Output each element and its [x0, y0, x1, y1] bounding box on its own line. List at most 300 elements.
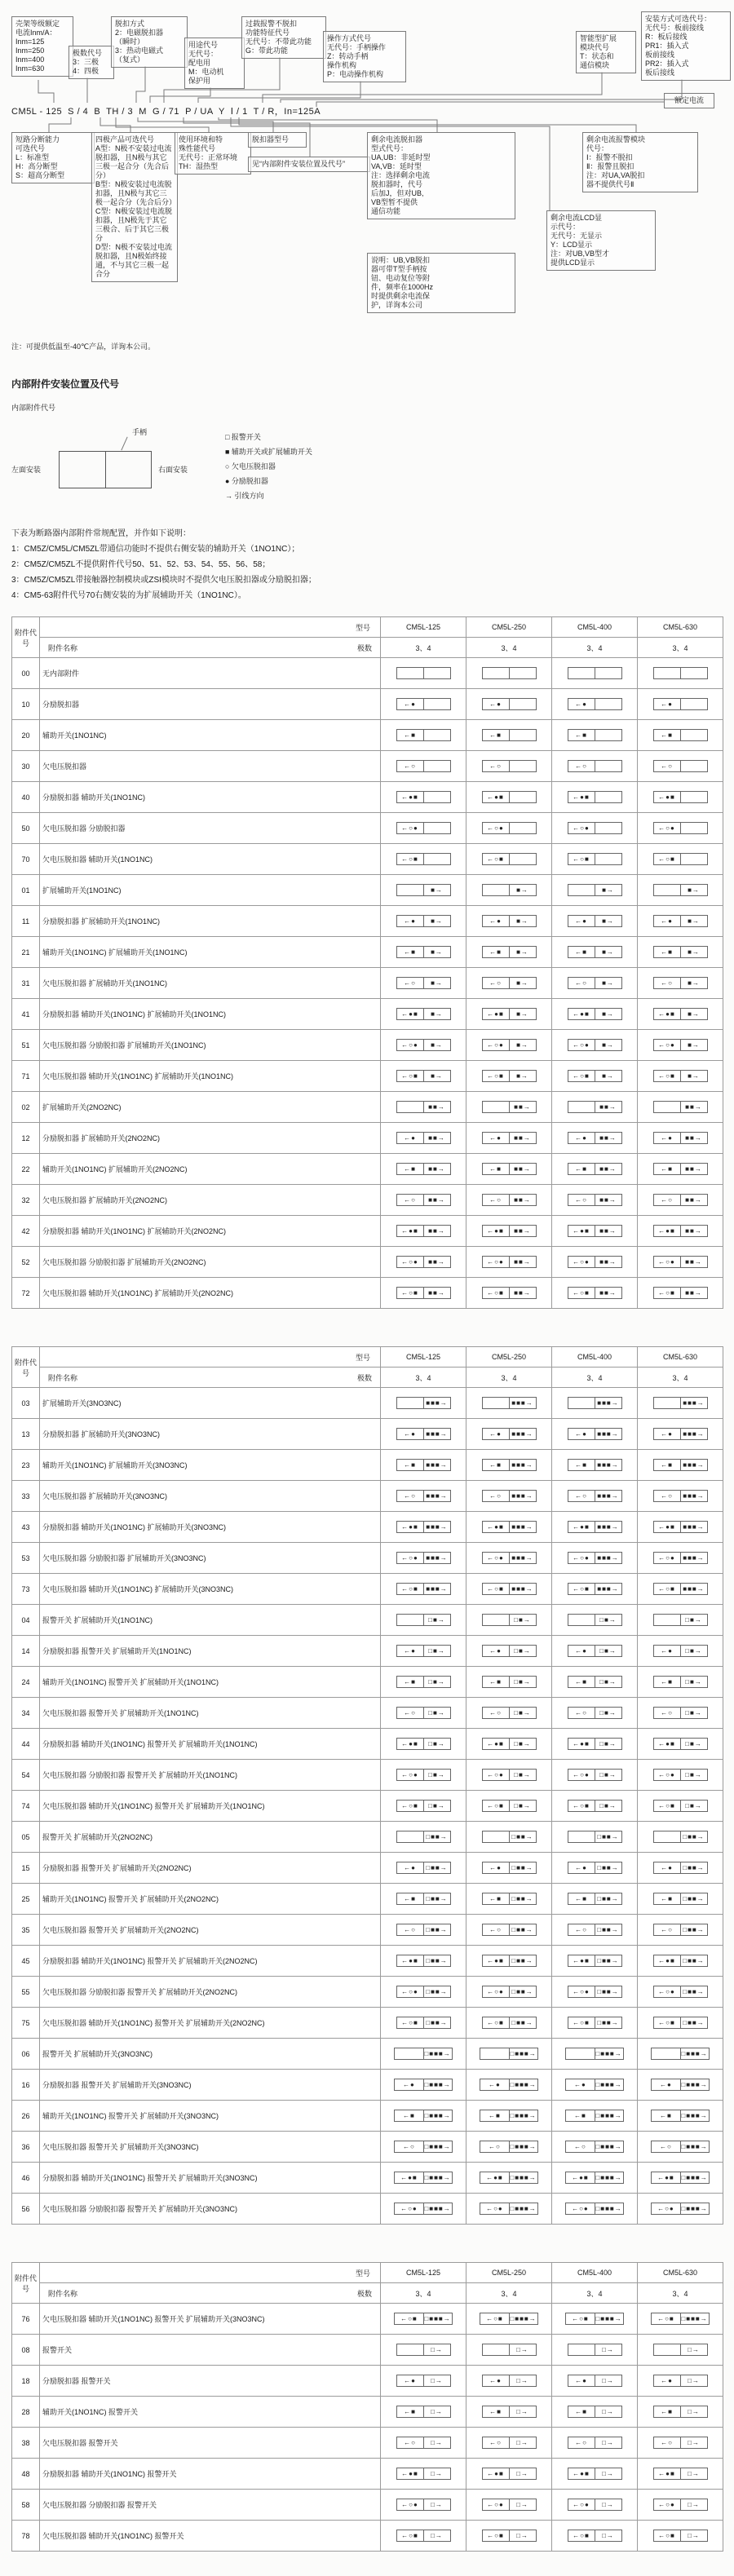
- position-diagram: ←■ ■■■→: [482, 1459, 537, 1471]
- accessory-row: [12, 2101, 723, 2132]
- accessory-name: 欠电压脱扣器 扩展辅助开关(1NO1NC): [40, 968, 381, 999]
- position-diagram: ←● □■■→: [482, 1862, 537, 1874]
- position-diagram: ←○● □■■■→: [651, 2203, 709, 2215]
- position-diagram-cell: [552, 1123, 638, 1154]
- position-diagram-cell: [466, 1512, 552, 1543]
- position-diagram-cell: [381, 1760, 466, 1791]
- operation-mode-box: [323, 31, 406, 82]
- model-row-label: 型号: [40, 1347, 381, 1368]
- four-pole-type-line: C型：N极安装过电流脱扣器，且N极先于其它三极合、后于其它三极分: [95, 207, 172, 242]
- accessory-name: 分励脱扣器 扩展辅助开关(1NO1NC): [40, 906, 381, 937]
- accessory-code: 28: [12, 2397, 40, 2428]
- four-pole-type-box: [91, 132, 178, 282]
- handle-pointer-line: [121, 437, 127, 451]
- position-diagram-cell: [552, 813, 638, 844]
- position-diagram-cell: [552, 2397, 638, 2428]
- lcd-display-line: 剩余电流LCD显: [550, 214, 603, 222]
- accessory-code: 20: [12, 720, 40, 751]
- position-diagram-cell: [552, 1030, 638, 1061]
- accessory-row: [12, 937, 723, 968]
- accessory-row: [12, 1278, 723, 1309]
- position-diagram: ←○■ ■→: [568, 1070, 622, 1082]
- accessory-name: 欠电压脱扣器 辅助开关(1NO1NC) 报警开关 扩展辅助开关(1NO1NC): [40, 1791, 381, 1822]
- position-diagram: ←● □■■■→: [565, 2079, 623, 2091]
- position-diagram-cell: [638, 875, 723, 906]
- name-column-label: 附件名称: [48, 2289, 78, 2298]
- accessory-row: [12, 2163, 723, 2194]
- position-diagram: □→: [568, 2344, 622, 2356]
- position-diagram: ←○■ □■■→: [396, 2017, 451, 2029]
- position-diagram-cell: [466, 2101, 552, 2132]
- position-diagram: ←○ □■■■→: [480, 2141, 537, 2153]
- position-diagram-cell: [466, 1915, 552, 1946]
- position-diagram-cell: [381, 1185, 466, 1216]
- alarm-module-line: 代号：: [586, 144, 609, 152]
- position-diagram-cell: [381, 906, 466, 937]
- position-diagram: ←● □→: [653, 2375, 708, 2387]
- accessory-row: [12, 782, 723, 813]
- position-diagram: ←■: [482, 729, 537, 741]
- position-diagram: ←○● □■■■→: [394, 2203, 452, 2215]
- position-diagram-cell: [466, 813, 552, 844]
- pole-row-label: 极数: [356, 643, 372, 652]
- residual-type-line: 脱扣器时，代号: [371, 180, 423, 188]
- position-diagram-cell: [381, 1543, 466, 1574]
- position-diagram-cell: [552, 1216, 638, 1247]
- see-internal-accessory-box: [248, 157, 370, 172]
- position-diagram-cell: [552, 1185, 638, 1216]
- accessory-row: [12, 1216, 723, 1247]
- accessory-code: 51: [12, 1030, 40, 1061]
- poles-value: 3、4: [638, 638, 723, 658]
- position-diagram: ←○■ ■→: [482, 1070, 537, 1082]
- position-diagram-cell: [381, 2070, 466, 2101]
- position-diagram-cell: [381, 2132, 466, 2163]
- position-diagram: ←○ ■→: [482, 977, 537, 989]
- position-diagram-cell: [638, 1791, 723, 1822]
- position-diagram-cell: [638, 1419, 723, 1450]
- frame-current-line: 壳架等级额定: [15, 20, 60, 28]
- accessory-name: 分励脱扣器 辅助开关(1NO1NC) 报警开关 扩展辅助开关(3NO3NC): [40, 2163, 381, 2194]
- position-diagram-cell: [381, 968, 466, 999]
- position-diagram: ■■→: [396, 1101, 451, 1113]
- position-diagram-cell: [552, 1061, 638, 1092]
- position-diagram-cell: [552, 720, 638, 751]
- position-diagram: ←● □■→: [568, 1645, 622, 1657]
- operation-mode-line: Z：转动手柄: [327, 52, 369, 60]
- position-diagram-cell: [552, 1481, 638, 1512]
- alarm-module-line: Ⅰ：报警不脱扣: [586, 153, 633, 161]
- accessory-row: [12, 1977, 723, 2008]
- smart-module-line: 通信模块: [580, 61, 610, 69]
- position-diagram: ←○■ ■→: [653, 1070, 708, 1082]
- accessory-code: 42: [12, 1216, 40, 1247]
- position-diagram: ←○● □■■→: [568, 1986, 622, 1998]
- position-diagram: □■■→: [568, 1831, 622, 1843]
- model-column-header: CM5L-400: [552, 617, 638, 638]
- position-diagram-cell: [466, 2132, 552, 2163]
- accessory-name: 欠电压脱扣器 分励脱扣器 报警开关: [40, 2490, 381, 2521]
- position-diagram-cell: [638, 1154, 723, 1185]
- name-column-label: 附件名称: [48, 1373, 78, 1382]
- accessory-name: 欠电压脱扣器 辅助开关(1NO1NC) 报警开关: [40, 2521, 381, 2552]
- position-diagram-cell: [552, 2428, 638, 2459]
- position-diagram-cell: [552, 999, 638, 1030]
- position-diagram-cell: [466, 1123, 552, 1154]
- position-diagram: [396, 667, 451, 679]
- position-diagram-cell: [552, 2101, 638, 2132]
- position-diagram-cell: [466, 2039, 552, 2070]
- position-diagram: ←○ ■■■→: [482, 1490, 537, 1502]
- position-diagram-cell: [552, 1450, 638, 1481]
- position-diagram-cell: [466, 1605, 552, 1636]
- position-diagram-cell: [552, 2366, 638, 2397]
- accessory-code: 01: [12, 875, 40, 906]
- position-diagram-cell: [381, 1481, 466, 1512]
- position-diagram: ←●■ □■→: [396, 1738, 451, 1750]
- accessory-name: 分励脱扣器 扩展辅助开关(2NO2NC): [40, 1123, 381, 1154]
- position-diagram-cell: [381, 1946, 466, 1977]
- accessory-code: 36: [12, 2132, 40, 2163]
- position-diagram-cell: [552, 689, 638, 720]
- accessory-row: [12, 1884, 723, 1915]
- position-diagram-cell: [466, 844, 552, 875]
- position-diagram: ←○ □■→: [568, 1707, 622, 1719]
- accessory-row: [12, 2490, 723, 2521]
- lcd-display-line: Y：LCD显示: [550, 241, 593, 249]
- position-diagram-cell: [638, 1915, 723, 1946]
- position-diagram: ←● ■■→: [568, 1132, 622, 1144]
- position-diagram: ←○● ■■→: [482, 1256, 537, 1268]
- position-diagram: ←●■ □■■■→: [480, 2172, 537, 2184]
- accessory-name: 分励脱扣器 报警开关 扩展辅助开关(3NO3NC): [40, 2070, 381, 2101]
- residual-current-note-box: [367, 253, 515, 313]
- position-diagram-cell: [466, 1760, 552, 1791]
- smart-module-line: 模块代号: [580, 43, 610, 51]
- accessory-name: 分励脱扣器 辅助开关(1NO1NC) 扩展辅助开关(3NO3NC): [40, 1512, 381, 1543]
- frame-current-box: [11, 16, 73, 77]
- position-diagram: ←○●: [482, 822, 537, 834]
- accessory-name: 分励脱扣器 报警开关: [40, 2366, 381, 2397]
- alarm-module-line: Ⅱ：报警且脱扣: [586, 162, 635, 170]
- residual-note-line: 说明：UB,VB脱扣: [371, 256, 431, 264]
- accessory-row: [12, 1822, 723, 1853]
- position-diagram-cell: [466, 2366, 552, 2397]
- position-diagram: ←●: [568, 698, 622, 710]
- position-diagram: ←■ □■→: [653, 1676, 708, 1688]
- position-diagram-cell: [381, 1450, 466, 1481]
- accessory-table-3: [11, 2262, 723, 2552]
- position-diagram: ←○● ■■→: [396, 1256, 451, 1268]
- position-diagram: ←○●: [568, 822, 622, 834]
- position-diagram: ←■: [653, 729, 708, 741]
- position-diagram: ←●■ ■■→: [396, 1225, 451, 1237]
- model-column-header: CM5L-250: [466, 2263, 552, 2283]
- position-diagram-cell: [552, 2039, 638, 2070]
- accessory-code: 10: [12, 689, 40, 720]
- position-diagram-cell: [466, 658, 552, 689]
- accessory-row: [12, 1481, 723, 1512]
- position-diagram: ←■ ■■→: [396, 1163, 451, 1175]
- accessory-name: 辅助开关(1NO1NC) 扩展辅助开关(1NO1NC): [40, 937, 381, 968]
- accessory-name: 欠电压脱扣器 报警开关 扩展辅助开关(1NO1NC): [40, 1698, 381, 1729]
- position-diagram-cell: [381, 2366, 466, 2397]
- position-diagram: ←○■ ■■→: [396, 1287, 451, 1299]
- name-column-label: 附件名称: [48, 643, 78, 652]
- position-diagram-cell: [466, 1061, 552, 1092]
- frame-current-line: Inm=250: [15, 46, 45, 55]
- accessory-code: 11: [12, 906, 40, 937]
- poles-value: 3、4: [638, 2283, 723, 2304]
- note-line: 1：CM5Z/CM5L/CM5ZL带通信功能时不提供右侧安装的辅助开关（1NO1NC）；: [11, 545, 300, 554]
- overload-alarm-line: G：带此功能: [245, 46, 289, 55]
- position-diagram-cell: [466, 1216, 552, 1247]
- environment-line: 无代号：正常环境: [179, 153, 238, 161]
- position-diagram-cell: [638, 751, 723, 782]
- residual-note-line: 钮、电动复位等附: [371, 274, 431, 282]
- position-diagram: ←○ □■■■→: [394, 2141, 452, 2153]
- pole-number-line: 4：四极: [73, 67, 99, 75]
- model-column-header: CM5L-250: [466, 1347, 552, 1368]
- accessory-row: [12, 1574, 723, 1605]
- position-diagram: ←● □■■→: [396, 1862, 451, 1874]
- breaking-capacity-line: L：标准型: [15, 153, 50, 161]
- model-row-label: 型号: [40, 2263, 381, 2283]
- position-diagram-cell: [381, 1791, 466, 1822]
- mounting-option-line: 安装方式可选代号：: [645, 15, 712, 23]
- position-diagram-cell: [638, 1512, 723, 1543]
- position-diagram-cell: [466, 999, 552, 1030]
- position-diagram-cell: [638, 1543, 723, 1574]
- legend-item: → 引线方向: [225, 492, 264, 500]
- position-diagram: ■■■→: [482, 1397, 537, 1409]
- accessory-table-1: [11, 616, 723, 1309]
- position-diagram-cell: [381, 1030, 466, 1061]
- accessory-code: 34: [12, 1698, 40, 1729]
- position-diagram: ←○ ■→: [653, 977, 708, 989]
- position-diagram-cell: [381, 1216, 466, 1247]
- position-diagram: □■■■→: [565, 2048, 623, 2060]
- application-line: M：电动机: [188, 68, 224, 76]
- position-diagram: ←○ □→: [653, 2437, 708, 2449]
- position-diagram-cell: [638, 1450, 723, 1481]
- position-diagram: ←○ □■■→: [482, 1924, 537, 1936]
- accessory-name: 辅助开关(1NO1NC) 报警开关: [40, 2397, 381, 2428]
- position-diagram: ←○ ■■→: [653, 1194, 708, 1206]
- accessory-code: 00: [12, 658, 40, 689]
- position-diagram-cell: [381, 1605, 466, 1636]
- accessory-code: 53: [12, 1543, 40, 1574]
- position-diagram-cell: [638, 1698, 723, 1729]
- accessory-row: [12, 968, 723, 999]
- lcd-display-line: 提供LCD显示: [550, 258, 595, 267]
- position-diagram: ←●■ ■■■→: [396, 1521, 451, 1533]
- position-diagram: ←■ □→: [396, 2406, 451, 2418]
- accessory-code: 40: [12, 782, 40, 813]
- position-diagram-cell: [638, 844, 723, 875]
- position-diagram-cell: [638, 1729, 723, 1760]
- position-diagram-cell: [552, 1278, 638, 1309]
- position-diagram-cell: [638, 2459, 723, 2490]
- position-diagram-cell: [638, 2039, 723, 2070]
- accessory-code: 08: [12, 2335, 40, 2366]
- position-diagram: ←○● □■→: [396, 1769, 451, 1781]
- accessory-row: [12, 2459, 723, 2490]
- position-diagram: ←● □■■→: [653, 1862, 708, 1874]
- accessory-name: 分励脱扣器 辅助开关(1NO1NC) 报警开关 扩展辅助开关(1NO1NC): [40, 1729, 381, 1760]
- note-line: 4：CM5-63附件代号70右侧安装的为扩展辅助开关（1NO1NC）。: [11, 591, 246, 600]
- position-diagram-cell: [466, 1092, 552, 1123]
- position-diagram-cell: [552, 875, 638, 906]
- position-diagram-cell: [466, 2163, 552, 2194]
- accessory-code: 71: [12, 1061, 40, 1092]
- position-diagram-area: [11, 399, 723, 523]
- accessory-row: [12, 906, 723, 937]
- position-diagram: ←○■ ■■■→: [396, 1583, 451, 1595]
- position-diagram-cell: [381, 1092, 466, 1123]
- position-diagram: ←● □■→: [653, 1645, 708, 1657]
- position-diagram-cell: [466, 1543, 552, 1574]
- position-diagram-cell: [638, 1185, 723, 1216]
- rated-current-box: 额定电流: [664, 93, 714, 108]
- position-diagram: ←○ □→: [396, 2437, 451, 2449]
- four-pole-type-line: D型：N极不安装过电流脱扣器，且N极始终接通，不与其它三极一起合分: [95, 243, 172, 278]
- accessory-name: 欠电压脱扣器 分励脱扣器 报警开关 扩展辅助开关(2NO2NC): [40, 1977, 381, 2008]
- lcd-display-line: 无代号：无显示: [550, 232, 603, 240]
- position-diagram: ←● ■→: [482, 915, 537, 927]
- four-pole-type-line: B型：N极安装过电流脱扣器，且N极与其它三极一起合分（先合后分）: [95, 180, 177, 206]
- position-diagram-cell: [466, 2070, 552, 2101]
- accessory-row: [12, 2366, 723, 2397]
- right-install-label: 右面安装: [158, 466, 188, 474]
- residual-type-line: VA,VB：延时型: [371, 162, 422, 170]
- accessory-name: 欠电压脱扣器 分励脱扣器 扩展辅助开关(3NO3NC): [40, 1543, 381, 1574]
- position-diagram-cell: [381, 1574, 466, 1605]
- accessory-row: [12, 1636, 723, 1667]
- residual-current-type-box: [367, 132, 515, 219]
- pole-number-line: 极数代号: [73, 49, 103, 57]
- position-diagram-cell: [381, 1977, 466, 2008]
- accessory-name: 分励脱扣器 扩展辅助开关(3NO3NC): [40, 1419, 381, 1450]
- position-diagram: ←○■ □■→: [653, 1800, 708, 1812]
- accessory-code: 78: [12, 2521, 40, 2552]
- model-column-header: CM5L-250: [466, 617, 552, 638]
- accessory-code: 41: [12, 999, 40, 1030]
- lcd-display-line: 示代号：: [550, 223, 581, 231]
- position-diagram-cell: [381, 2397, 466, 2428]
- position-diagram: ←○: [482, 760, 537, 772]
- accessory-position-section: [11, 377, 723, 603]
- position-diagram: ←○■ ■■→: [568, 1287, 622, 1299]
- accessory-row: [12, 1760, 723, 1791]
- trip-mode-line: （复式）: [115, 55, 145, 64]
- position-diagram-cell: [552, 1946, 638, 1977]
- position-diagram: ←●■ □■→: [568, 1738, 622, 1750]
- position-diagram-cell: [552, 2304, 638, 2335]
- position-diagram: ←●: [396, 698, 451, 710]
- position-diagram: ←○■ ■■■→: [653, 1583, 708, 1595]
- trip-mode-box: [111, 16, 188, 68]
- accessory-row: [12, 875, 723, 906]
- position-diagram: ←○■ □→: [482, 2530, 537, 2542]
- right-install-zone: [105, 452, 152, 488]
- position-diagram: ←○■ □■■■→: [651, 2313, 709, 2325]
- position-diagram: ←○ ■■■→: [396, 1490, 451, 1502]
- model-code-line: [11, 104, 321, 117]
- legend-item: □ 报警开关: [225, 433, 261, 441]
- position-diagram-cell: [638, 2101, 723, 2132]
- code-column-header: 附件代号: [12, 2263, 40, 2304]
- position-diagram-cell: [466, 2335, 552, 2366]
- residual-type-line: UA,UB：非延时型: [371, 153, 431, 161]
- accessory-code: 76: [12, 2304, 40, 2335]
- position-diagram: ←■ □■→: [482, 1676, 537, 1688]
- position-diagram: ←●■: [396, 791, 451, 803]
- position-diagram: ←○● □→: [482, 2499, 537, 2511]
- position-diagram: ←○● ■→: [396, 1039, 451, 1051]
- position-diagram-cell: [466, 1822, 552, 1853]
- position-diagram: ←●■ ■→: [568, 1008, 622, 1020]
- position-diagram: ←● ■→: [653, 915, 708, 927]
- position-diagram: ←● ■■→: [653, 1132, 708, 1144]
- position-diagram: □■■→: [653, 1831, 708, 1843]
- position-diagram: ←○● ■→: [568, 1039, 622, 1051]
- accessory-name: 欠电压脱扣器 辅助开关(1NO1NC): [40, 844, 381, 875]
- accessory-name: 欠电压脱扣器 辅助开关(1NO1NC) 扩展辅助开关(2NO2NC): [40, 1278, 381, 1309]
- position-diagram-cell: [466, 1450, 552, 1481]
- accessory-code: 46: [12, 2163, 40, 2194]
- position-diagram: ←● □■■■→: [480, 2079, 537, 2091]
- accessory-row: [12, 1247, 723, 1278]
- environment-line: 殊性能代号: [179, 144, 216, 152]
- position-diagram: ←○: [653, 760, 708, 772]
- position-diagram-cell: [638, 2490, 723, 2521]
- accessory-row: [12, 2397, 723, 2428]
- accessory-code: 44: [12, 1729, 40, 1760]
- name-column-header: [40, 638, 381, 658]
- position-diagram-cell: [381, 875, 466, 906]
- model-column-header: CM5L-400: [552, 2263, 638, 2283]
- position-diagram-cell: [381, 2428, 466, 2459]
- position-diagram: ←○● □→: [396, 2499, 451, 2511]
- poles-value: 3、4: [466, 2283, 552, 2304]
- position-diagram-cell: [381, 1388, 466, 1419]
- position-diagram-cell: [381, 937, 466, 968]
- position-diagram-cell: [638, 2070, 723, 2101]
- position-diagram-cell: [638, 906, 723, 937]
- accessory-code: 03: [12, 1388, 40, 1419]
- position-diagram-cell: [552, 1698, 638, 1729]
- position-diagram: □■→: [568, 1614, 622, 1626]
- internal-accessory-code-label: 内部附件代号: [11, 404, 56, 412]
- position-diagram-cell: [638, 2163, 723, 2194]
- position-diagram-cell: [466, 937, 552, 968]
- position-diagram-cell: [638, 1061, 723, 1092]
- position-diagram-cell: [638, 782, 723, 813]
- accessory-row: [12, 689, 723, 720]
- poles-value: 3、4: [381, 2283, 466, 2304]
- position-diagram: ←■ □→: [482, 2406, 537, 2418]
- poles-value: 3、4: [466, 1368, 552, 1388]
- position-diagram: ■■→: [653, 1101, 708, 1113]
- residual-type-line: 型式代号：: [371, 144, 409, 152]
- accessory-code: 16: [12, 2070, 40, 2101]
- position-diagram-cell: [552, 1915, 638, 1946]
- four-pole-type-line: 四极产品可选代号: [95, 135, 155, 144]
- accessory-code: 50: [12, 813, 40, 844]
- position-diagram-cell: [638, 2428, 723, 2459]
- model-column-header: CM5L-630: [638, 617, 723, 638]
